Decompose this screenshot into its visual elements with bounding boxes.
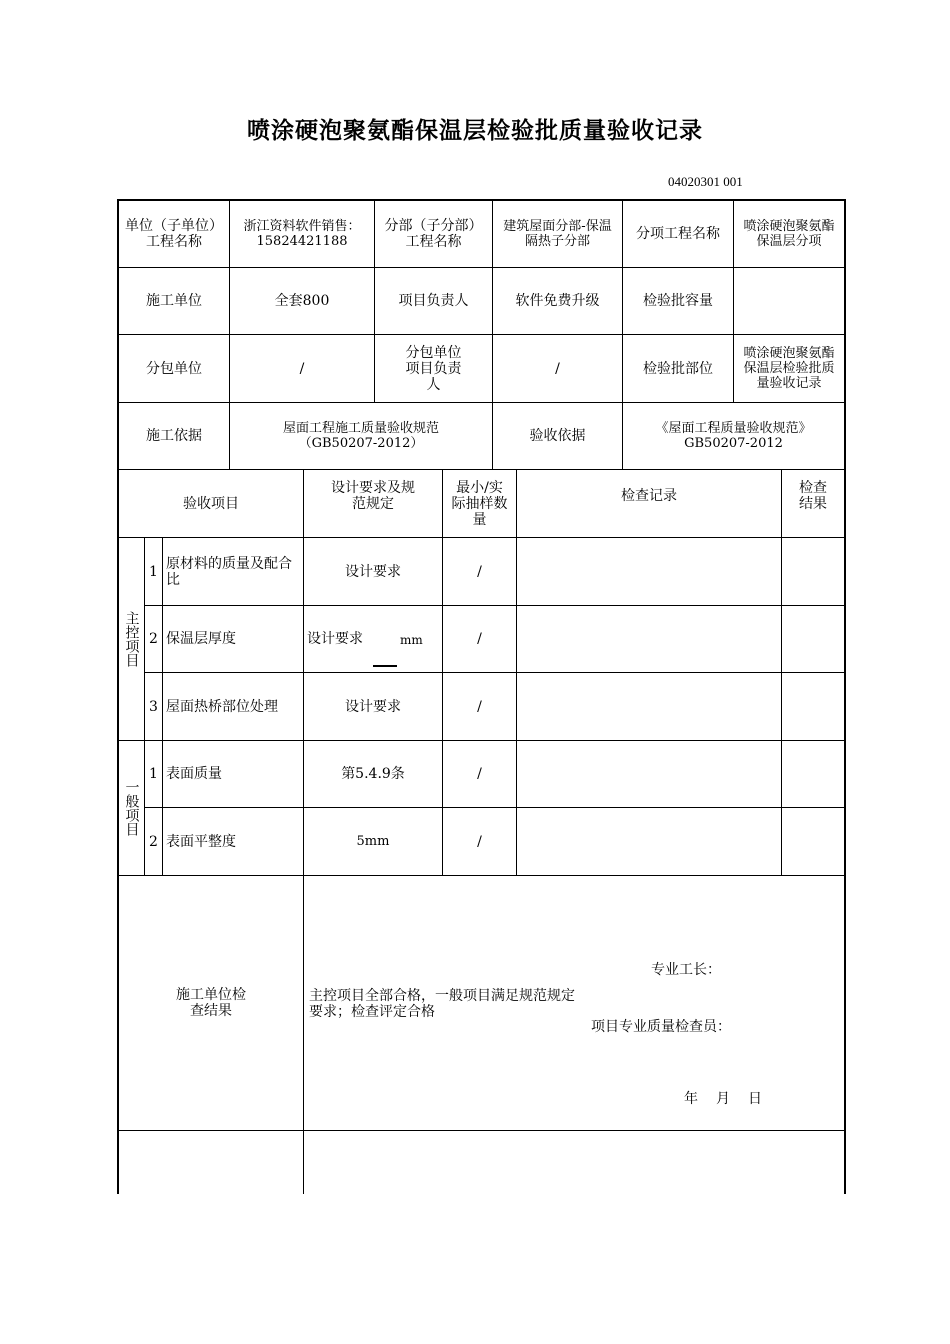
main-item-sample: / <box>477 563 482 580</box>
subcontractor-pm-value: / <box>555 360 560 377</box>
division-name-label: 分部（子分部）工程名称 <box>384 218 483 250</box>
general-item-number: 2 <box>149 833 158 850</box>
signature-date: 年 月 日 <box>684 1091 764 1107</box>
main-item-number: 2 <box>149 631 158 647</box>
acceptance-basis-value: 《屋面工程质量验收规范》GB50207-2012 <box>655 421 812 451</box>
document-number: 04020301 001 <box>668 174 743 189</box>
subitem-name-value: 喷涂硬泡聚氨酯保温层分项 <box>743 219 835 249</box>
general-group-label: 一般项目 <box>123 780 140 836</box>
col-record-header: 检查记录 <box>621 488 677 504</box>
col-requirement-header: 设计要求及规范规定 <box>331 480 415 512</box>
unit-name-value: 浙江资料软件销售：15824421188 <box>243 219 361 249</box>
main-item-number: 1 <box>149 563 158 580</box>
main-item-sample: / <box>477 698 482 715</box>
col-sample-header: 最小/实际抽样数量 <box>451 480 508 528</box>
main-item-name: 原材料的质量及配合比 <box>166 555 292 588</box>
division-name-value: 建筑屋面分部-保温隔热子分部 <box>503 219 612 249</box>
thickness-blank-underline <box>373 665 397 667</box>
general-item-sample: / <box>477 766 482 782</box>
general-item-name: 表面平整度 <box>166 833 236 850</box>
general-item-name: 表面质量 <box>166 766 222 782</box>
main-item-name: 屋面热桥部位处理 <box>166 698 278 715</box>
acceptance-basis-label: 验收依据 <box>529 428 586 444</box>
contractor-value: 全套800 <box>274 293 330 309</box>
batch-location-label: 检验批部位 <box>643 360 713 377</box>
main-item-name: 保温层厚度 <box>166 631 236 647</box>
main-item-requirement-unit: mm <box>400 633 423 647</box>
col-rule <box>303 875 304 1194</box>
general-item-requirement: 5mm <box>356 834 390 849</box>
batch-location-value: 喷涂硬泡聚氨酯保温层检验批质量验收记录 <box>743 346 835 391</box>
main-item-requirement: 设计要求 <box>345 563 401 580</box>
main-item-number: 3 <box>149 698 158 715</box>
inspection-conclusion: 主控项目全部合格，一般项目满足规范规定要求；检查评定合格 <box>309 988 575 1020</box>
main-item-sample: / <box>477 631 482 647</box>
batch-capacity-label: 检验批容量 <box>643 293 713 309</box>
subcontractor-label: 分包单位 <box>146 360 202 377</box>
border-right <box>844 199 846 1194</box>
general-item-number: 1 <box>149 766 158 782</box>
subitem-name-label: 分项工程名称 <box>636 226 720 242</box>
contractor-label: 施工单位 <box>146 293 202 309</box>
main-control-group-label: 主控项目 <box>123 611 140 667</box>
batch-capacity-value <box>734 268 844 334</box>
row-rule <box>117 1130 846 1131</box>
construction-basis-value: 屋面工程施工质量验收规范（GB50207-2012） <box>282 421 439 451</box>
general-item-sample: / <box>477 833 482 850</box>
foreman-signature-label: 专业工长： <box>651 962 721 978</box>
project-manager-label: 项目负责人 <box>398 293 469 309</box>
main-item-requirement: 设计要求 <box>307 631 363 647</box>
subcontractor-value: / <box>299 360 305 377</box>
main-item-requirement: 设计要求 <box>345 698 401 715</box>
col-item-header: 验收项目 <box>183 495 239 512</box>
document-title: 喷涂硬泡聚氨酯保温层检验批质量验收记录 <box>247 117 703 144</box>
general-item-requirement: 第5.4.9条 <box>341 766 405 782</box>
project-manager-value: 软件免费升级 <box>515 293 600 309</box>
col-result-header: 检查结果 <box>799 480 827 512</box>
construction-basis-label: 施工依据 <box>146 428 202 444</box>
inspection-form <box>117 199 846 1194</box>
subcontractor-pm-label: 分包单位项目负责人 <box>405 344 462 393</box>
inspection-result-label: 施工单位检查结果 <box>176 987 246 1019</box>
unit-name-label: 单位（子单位）工程名称 <box>125 218 223 250</box>
quality-inspector-signature-label: 项目专业质量检查员： <box>591 1019 731 1035</box>
